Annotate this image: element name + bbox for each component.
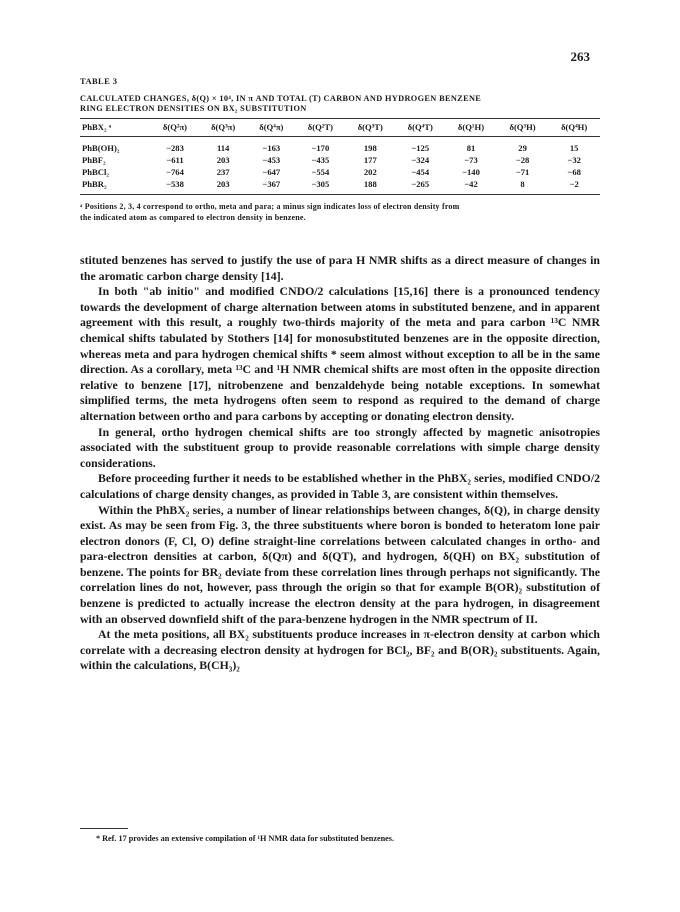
header-cell: δ(Q³H) xyxy=(497,119,549,137)
table-cell: PhB(OH)₂ xyxy=(82,143,120,153)
paragraph: In general, ortho hydrogen chemical shifts are too strongly affected by magnetic anisotropies associated with the substituent group to provide reasonable correlations with simple charge density considerations. xyxy=(80,424,600,470)
paragraph: Before proceeding further it needs to be established whether in the PhBX₂ series, modified CNDO/2 calculations of charge density changes, as provided in Table 3, are consistent within themselves. xyxy=(80,471,600,501)
table-row xyxy=(80,178,600,195)
table-label: TABLE 3 xyxy=(80,76,118,86)
table-footnote-line-1: ᵃ Positions 2, 3, 4 correspond to ortho, meta and para; a minus sign indicates loss of electron density from xyxy=(80,202,460,211)
table-cell: −28 xyxy=(515,155,530,165)
table-cell: −611 xyxy=(166,155,184,165)
table-cell: −305 xyxy=(295,178,345,195)
table-cell: 203 xyxy=(216,155,230,165)
table-cell: −454 xyxy=(411,167,430,177)
table-cell: −125 xyxy=(411,143,430,153)
table-cell: −170 xyxy=(311,143,330,153)
table-footnote xyxy=(80,201,600,223)
page-footnote: * Ref. 17 provides an extensive compilation of ¹H NMR data for substituted benzenes. xyxy=(96,834,395,843)
header-cell: δ(Q¹H) xyxy=(445,119,497,137)
table-cell: 15 xyxy=(569,143,579,153)
table-cell: −453 xyxy=(262,155,281,165)
header-cell: PhBX₂ ᵃ xyxy=(80,119,151,137)
table-row xyxy=(80,166,600,178)
body-text xyxy=(80,253,600,674)
table-cell: −163 xyxy=(262,143,281,153)
table-cell: −283 xyxy=(166,143,184,153)
table-cell: PhBF₂ xyxy=(82,155,106,165)
header-cell: δ(Q⁴π) xyxy=(247,119,295,137)
table-caption xyxy=(80,94,600,114)
paragraph: Within the PhBX₂ series, a number of linear relationships between changes, δ(Q), in charge density exist. As may be seen from Fig. 3, the three substituents where boron is bonded to heteratom lone pair electron donors (F, Cl, O) define straight-line correlations between calculated changes in ortho- and para-electron densities at carbon, δ(Qπ) and δ(QT), and hydrogen, δ(QH) on BX₂ substitution of benzene. The points for BR₂ deviate from these correlation lines through perhaps not significantly. The correlation lines do not, however, pass through the origin so that for example B(OR)₂ substitution of benzene is predicted to actually increase the electron density at the para hydrogen, in disagreement with an observed downfield shift of the para-benzene hydrogen in the NMR spectrum of II. xyxy=(80,502,600,626)
data-table xyxy=(80,118,600,195)
table-cell: −324 xyxy=(411,155,430,165)
table-cell: −265 xyxy=(395,178,445,195)
footnote-divider xyxy=(80,828,128,829)
table-cell: −140 xyxy=(462,167,480,177)
table-cell: −68 xyxy=(567,167,581,177)
table-cell: 177 xyxy=(363,155,377,165)
table-cell: 188 xyxy=(345,178,395,195)
table-cell: −73 xyxy=(464,155,478,165)
table-header-row xyxy=(80,119,600,137)
header-cell: δ(Q²π) xyxy=(151,119,199,137)
header-cell: δ(Q³T) xyxy=(345,119,395,137)
table-cell: −554 xyxy=(311,167,330,177)
header-cell: δ(Q⁴T) xyxy=(395,119,445,137)
table-cell: −32 xyxy=(567,155,581,165)
table-caption-line-2: RING ELECTRON DENSITIES ON BX₂ SUBSTITUTION xyxy=(80,104,307,113)
header-cell: δ(Q³π) xyxy=(199,119,247,137)
table-cell: 8 xyxy=(497,178,549,195)
table-cell: −71 xyxy=(515,167,530,177)
table-caption-line-1: CALCULATED CHANGES, δ(Q) × 10⁴, IN π AND TOTAL (T) CARBON AND HYDROGEN BENZENE xyxy=(80,94,482,103)
table-cell: −538 xyxy=(151,178,199,195)
table-cell: 198 xyxy=(363,143,377,153)
table-cell: −367 xyxy=(247,178,295,195)
table-cell: 202 xyxy=(363,167,377,177)
table-cell: 203 xyxy=(199,178,247,195)
table-cell: −42 xyxy=(445,178,497,195)
table-cell: PhBCl₂ xyxy=(82,167,109,177)
table-cell: 237 xyxy=(216,167,230,177)
table-cell: PhBR₂ xyxy=(80,178,151,195)
table-block xyxy=(80,76,600,223)
table-row xyxy=(80,154,600,166)
table-cell: 114 xyxy=(216,143,230,153)
table-row xyxy=(80,137,600,155)
paragraph: In both "ab initio" and modified CNDO/2 calculations [15,16] there is a pronounced tendency towards the development of charge alternation between atoms in substituted benzene, and in apparent agreement with this result, a roughly two-thirds majority of the meta and para carbon ¹³C NMR chemical shifts tabulated by Stothers [14] for monosubstituted benzenes are in the opposite direction, whereas meta and para hydrogen chemical shifts * seem almost without exception to all be in the same direction. As a corollary, meta ¹³C and ¹H NMR chemical shifts are most often in the opposite direction relative to benzene [17], nitrobenzene and benzaldehyde being notable exceptions. In somewhat simplified terms, the meta hydrogens often seem to respond as required to the demand of charge alternation between ortho and para carbons by accepting or donating electron density. xyxy=(80,284,600,423)
paragraph: At the meta positions, all BX₂ substituents produce increases in π-electron density at carbon which correlate with a decreasing electron density at hydrogen for BCl₂, BF₂ and B(OR)₂ substituents. Again, within the calculations, B(CH₃)₂ xyxy=(80,627,600,673)
table-cell: 81 xyxy=(466,143,476,153)
table-cell: −764 xyxy=(166,167,184,177)
table-cell: −435 xyxy=(311,155,330,165)
table-cell: −647 xyxy=(262,167,281,177)
header-cell: δ(Q²T) xyxy=(295,119,345,137)
page-number: 263 xyxy=(570,49,590,64)
table-footnote-line-2: the indicated atom as compared to electron density in benzene. xyxy=(80,213,306,222)
header-cell: δ(Q⁴H) xyxy=(548,119,600,137)
table-cell: −2 xyxy=(548,178,600,195)
paragraph: stituted benzenes has served to justify the use of para H NMR shifts as a direct measure of changes in the aromatic carbon charge density [14]. xyxy=(80,253,600,283)
table-cell: 29 xyxy=(518,143,527,153)
